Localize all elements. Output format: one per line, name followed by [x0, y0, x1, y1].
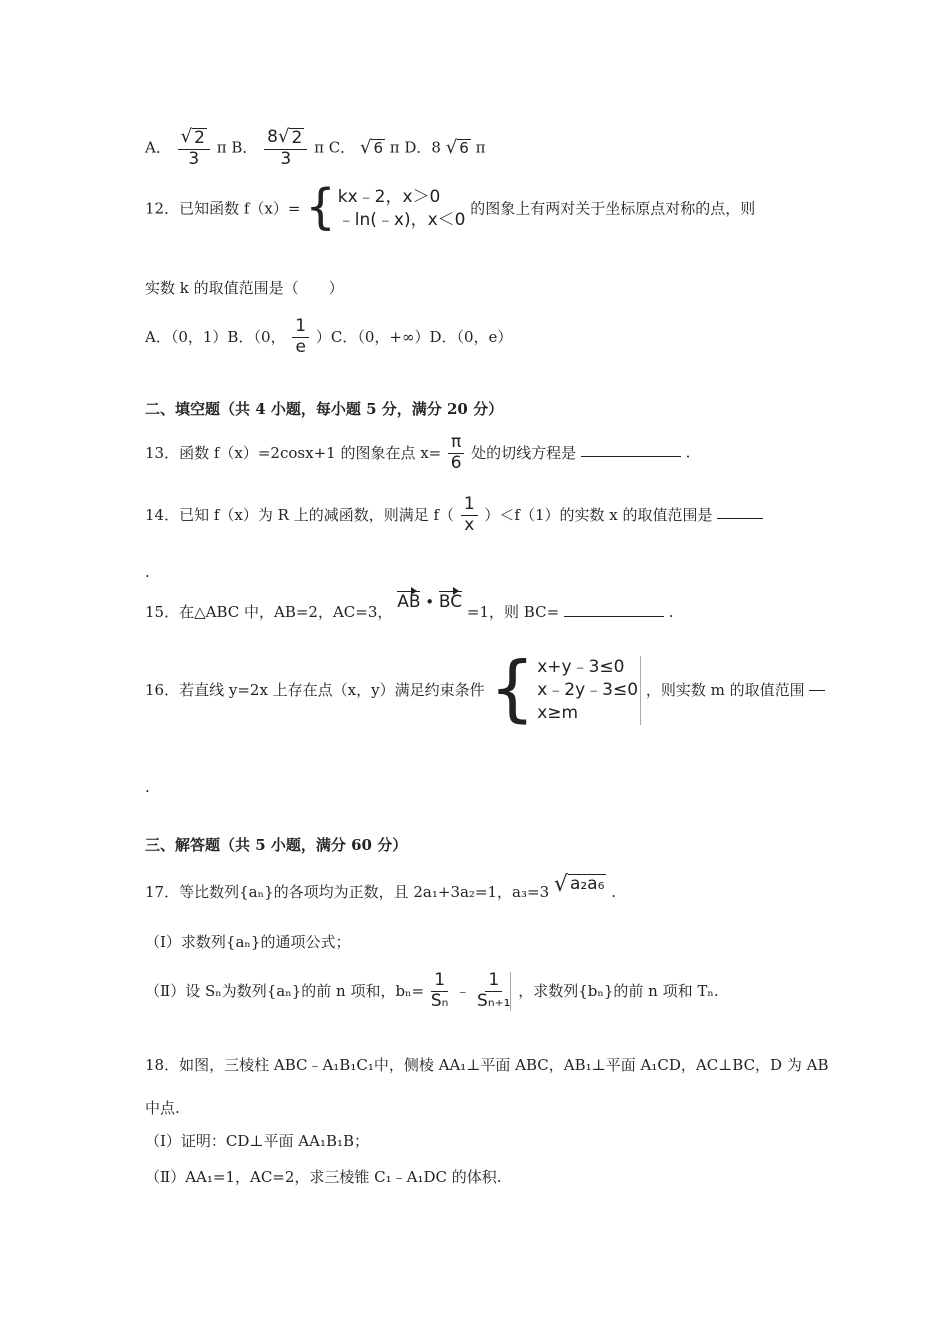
q16-suffix: ，则实数 m 的取值范围 [645, 680, 805, 699]
q13-frac-den: 6 [450, 452, 462, 473]
q12-case-2: ﹣ln(﹣x)，x＜0 [337, 209, 466, 230]
q13-end: . [685, 443, 691, 462]
option-c-tail: π D．8 [389, 138, 441, 157]
q17-f2-num: 1 [485, 972, 502, 992]
q13-suffix: 处的切线方程是 [471, 443, 577, 462]
option-c-radical: √ 6 [359, 137, 383, 159]
q14-answer-blank [717, 518, 763, 519]
option-b-radicand: 2 [291, 128, 303, 148]
q16-prefix: 16．若直线 y=2x 上存在点（x，y）满足约束条件 [145, 680, 485, 699]
q15-dot: • [425, 593, 435, 611]
option-b-denominator: 3 [280, 148, 292, 169]
q18-line1: 18．如图，三棱柱 ABC﹣A₁B₁C₁中，侧棱 AA₁⊥平面 ABC，AB₁⊥平面 A₁CD，AC⊥BC，D 为 AB [145, 1056, 829, 1074]
q17-part1: （Ⅰ）求数列{aₙ}的通项公式； [145, 933, 351, 951]
option-a-label: A． [145, 138, 171, 157]
q12-suffix: 的图象上有两对关于坐标原点对称的点，则 [470, 199, 756, 218]
option-a-tail: π B． [216, 138, 258, 157]
q13-fraction [448, 434, 464, 473]
q15-suffix: =1，则 BC= [466, 603, 560, 621]
q13-answer-blank [581, 456, 681, 457]
q12-frac-num: 1 [292, 318, 309, 338]
q15-end: . [668, 603, 674, 621]
option-b-fraction: 8 √ 2 3 [264, 128, 307, 169]
q18-line2: 中点. [145, 1099, 180, 1117]
q12-options-cd: ）C．（0，+∞）D．（0，e） [315, 327, 513, 346]
q15-vector-bc: BC [438, 592, 463, 612]
q17-part2-suffix: ，求数列{bₙ}的前 n 项和 Tₙ. [518, 981, 719, 1000]
q17-radicand: a₂a₆ [569, 874, 605, 894]
q17-fraction-1 [431, 972, 449, 1011]
option-c-radicand: 6 [373, 139, 383, 158]
q17-f2-den: Sₙ₊₁ [477, 990, 511, 1011]
q17-f1-num: 1 [431, 972, 448, 992]
q16-end: . [145, 778, 150, 796]
q12-piecewise: { kx﹣2，x＞0 ﹣ln(﹣x)，x＜0 [305, 179, 466, 235]
q17-prefix: 17．等比数列{aₙ}的各项均为正数，且 2a₁+3a₂=1，a₃=3 [145, 883, 550, 901]
q12-frac-den: e [295, 336, 306, 357]
section-3-heading: 三、解答题（共 5 小题，满分 60 分） [145, 836, 408, 854]
q12-options-ab: A．（0，1）B．（0， [145, 327, 286, 346]
q12-case-1: kx﹣2，x＞0 [337, 187, 441, 207]
q16 [145, 646, 825, 730]
q12-stem [145, 179, 756, 235]
option-d-tail: π [475, 138, 486, 157]
q17-fraction-2 [477, 972, 511, 1011]
q13-frac-num: π [448, 434, 464, 454]
q16-answer-blank [809, 690, 825, 691]
q17 [145, 872, 616, 902]
option-d-radicand: 6 [459, 139, 469, 158]
q18-part2: （Ⅱ）AA₁=1，AC=2，求三棱锥 C₁﹣A₁DC 的体积. [145, 1168, 502, 1186]
q17-minus: ﹣ [455, 981, 471, 1000]
option-b-tail: π C． [314, 138, 356, 157]
q14 [145, 496, 763, 535]
q17-f1-den: Sₙ [430, 990, 449, 1011]
q16-constraint-2: x﹣2y﹣3≤0 [537, 679, 639, 700]
q14-prefix: 14．已知 f（x）为 R 上的减函数，则满足 f（ [145, 505, 455, 524]
option-d-radical: √ 6 [445, 137, 469, 159]
q15-vector-ab: AB [397, 592, 421, 612]
q14-end: . [145, 563, 150, 581]
q15-answer-blank [564, 616, 664, 617]
q16-constraints: { x+y﹣3≤0 x﹣2y﹣3≤0 x≥m [489, 656, 641, 725]
q13 [145, 434, 690, 473]
q16-constraint-3: x≥m [537, 702, 579, 723]
q17-part2-prefix: （Ⅱ）设 Sₙ为数列{aₙ}的前 n 项和，bₙ= [145, 981, 425, 1000]
q15 [145, 592, 674, 621]
q11-options [145, 128, 485, 169]
q17-radical: √ a₂a₆ [553, 872, 605, 897]
option-a-denominator: 3 [188, 148, 200, 169]
q14-frac-num: 1 [461, 496, 478, 516]
q12-options [145, 318, 512, 357]
q13-prefix: 13．函数 f（x）=2cosx+1 的图象在点 x= [145, 443, 442, 462]
q15-prefix: 15．在△ABC 中，AB=2，AC=3， [145, 603, 393, 621]
q17-part2 [145, 972, 719, 1011]
q12-prefix: 12．已知函数 f（x）= [145, 199, 301, 218]
q14-frac-den: x [464, 514, 475, 535]
section-2-heading: 二、填空题（共 4 小题，每小题 5 分，满分 20 分） [145, 400, 504, 418]
q18-part1: （Ⅰ）证明：CD⊥平面 AA₁B₁B； [145, 1132, 370, 1150]
q17-end: . [611, 883, 616, 901]
option-a-fraction: √ 2 3 [178, 128, 210, 169]
q12-line2: 实数 k 的取值范围是（ ） [145, 279, 344, 297]
q14-suffix: ）＜f（1）的实数 x 的取值范围是 [484, 505, 713, 524]
q14-fraction [461, 496, 478, 535]
q12-option-b-fraction [292, 318, 309, 357]
option-b-coef: 8 [267, 127, 278, 147]
q16-constraint-1: x+y﹣3≤0 [537, 657, 625, 677]
option-a-radicand: 2 [194, 128, 205, 148]
